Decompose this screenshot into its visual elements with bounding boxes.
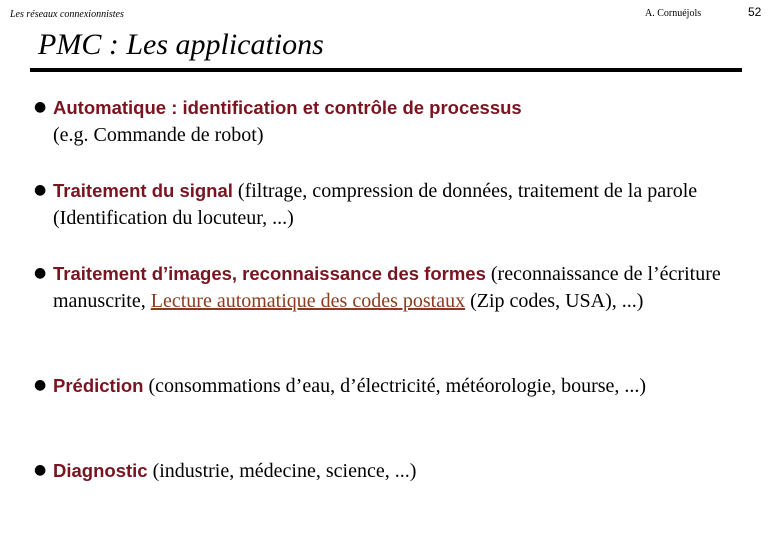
bullet-text: (industrie, médecine, science, ...) (147, 460, 417, 482)
bullet-item-automatique (34, 94, 746, 149)
bullet-icon: ● (34, 99, 47, 115)
bullet-text: (filtrage, compression de données, traitement de la parole (Identification du locuteur, ...) (53, 180, 698, 229)
bullet-icon: ● (34, 182, 47, 198)
bullet-keyword: Traitement d’images, reconnaissance des formes (53, 263, 486, 284)
bullet-icon: ● (34, 462, 47, 478)
bullet-keyword: Automatique : identification et contrôle de processus (53, 97, 522, 118)
bullet-keyword: Traitement du signal (53, 180, 233, 201)
header-author: A. Cornuéjols (645, 8, 702, 19)
bullet-keyword: Prédiction (53, 375, 144, 396)
bullet-icon: ● (34, 377, 47, 393)
title-divider (30, 68, 742, 72)
bullet-text: (e.g. Commande de robot) (53, 124, 264, 146)
bullet-item-diagnostic (34, 457, 746, 485)
postal-codes-link[interactable]: Lecture automatique des codes postaux (150, 290, 466, 312)
bullet-icon: ● (34, 265, 47, 281)
bullet-text-end: (Zip codes, USA), ...) (465, 290, 644, 312)
bullet-text: (consommations d’eau, d’électricité, météorologie, bourse, ...) (143, 375, 647, 397)
bullet-keyword: Diagnostic (53, 460, 148, 481)
bullet-item-images (34, 260, 746, 315)
page-number: 52 (748, 5, 762, 19)
bullet-item-prediction (34, 372, 746, 400)
header-course-title: Les réseaux connexionnistes (10, 9, 124, 20)
bullet-item-signal (34, 177, 746, 232)
slide-title: PMC : Les applications (38, 28, 324, 61)
bullet-text: (reconnaissance de l’écriture manuscrite, (53, 263, 721, 312)
